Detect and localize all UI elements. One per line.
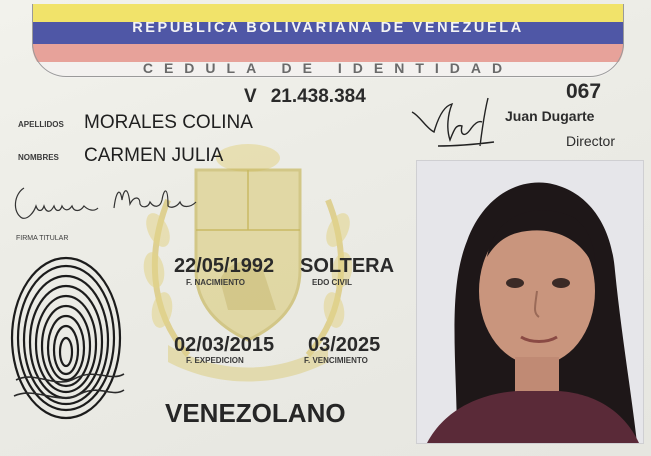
expiry-date-label: F. VENCIMIENTO xyxy=(304,356,368,365)
director-title: Director xyxy=(566,133,616,149)
issue-date-label: F. EXPEDICION xyxy=(186,356,244,365)
civil-status: SOLTERA xyxy=(300,255,395,277)
document-type: CEDULA DE IDENTIDAD xyxy=(142,60,514,76)
surnames-value: MORALES COLINA xyxy=(84,112,253,133)
names-value: CARMEN JULIA xyxy=(84,145,224,166)
expiry-date: 03/2025 xyxy=(308,334,381,356)
nationality: VENEZOLANO xyxy=(165,398,346,428)
birth-date-label: F. NACIMIENTO xyxy=(186,278,245,287)
birth-date: 22/05/1992 xyxy=(174,255,275,277)
fingerprint-icon xyxy=(6,250,128,422)
issue-date: 02/03/2015 xyxy=(174,334,275,356)
names-label: NOMBRES xyxy=(18,153,59,162)
holder-signature xyxy=(10,178,210,230)
portrait-icon xyxy=(417,161,643,443)
director-name: Juan Dugarte xyxy=(505,108,595,124)
country-name: REPUBLICA BOLIVARIANA DE VENEZUELA xyxy=(132,20,524,36)
holder-photo xyxy=(416,160,644,444)
signature-label: FIRMA TITULAR xyxy=(16,235,69,242)
id-number xyxy=(244,86,366,108)
civil-status-label: EDO CIVIL xyxy=(312,278,353,287)
id-number-value: 21.438.384 xyxy=(270,86,366,107)
serial-number: 067 xyxy=(566,80,602,103)
director-signature xyxy=(408,94,500,154)
surnames-label: APELLIDOS xyxy=(18,120,64,129)
id-prefix: V xyxy=(244,86,257,107)
